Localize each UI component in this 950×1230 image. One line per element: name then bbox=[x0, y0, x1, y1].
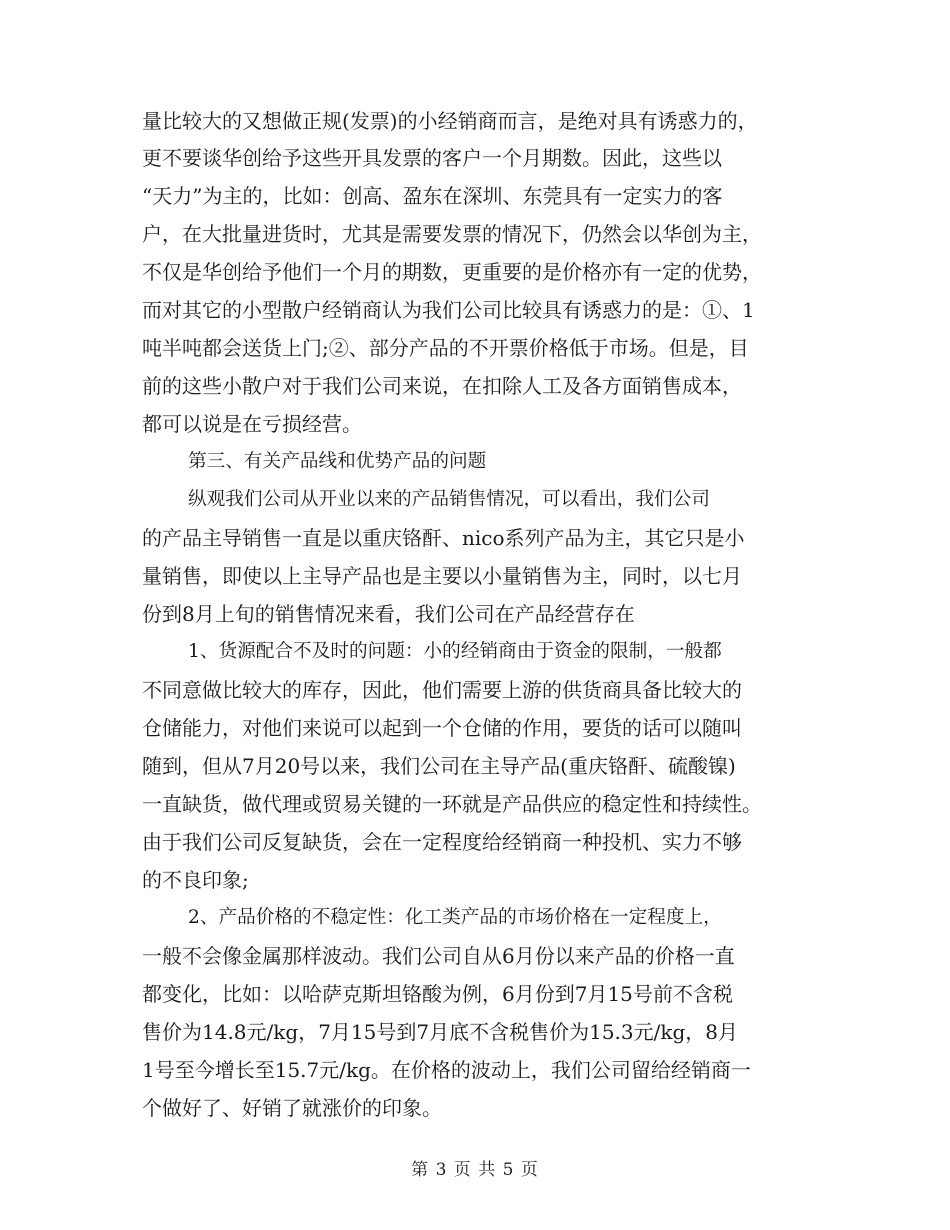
text-line: 一直缺货，做代理或贸易关键的一环就是产品供应的稳定性和持续性。 bbox=[142, 792, 762, 816]
text-line: 一般不会像金属那样波动。我们公司自从6月份以来产品的价格一直 bbox=[142, 944, 735, 968]
text-line: 不同意做比较大的库存，因此，他们需要上游的供货商具备比较大的 bbox=[142, 678, 742, 702]
text-line: 纵观我们公司从开业以来的产品销售情况，可以看出，我们公司 bbox=[188, 489, 710, 510]
text-line: 不仅是华创给予他们一个月的期数，更重要的是价格亦有一定的优势， bbox=[142, 260, 762, 284]
text-line: 2、产品价格的不稳定性：化工类产品的市场价格在一定程度上， bbox=[188, 907, 722, 928]
text-line: 量比较大的又想做正规(发票)的小经销商而言，是绝对具有诱惑力的， bbox=[142, 109, 758, 133]
text-line: “天力”为主的，比如：创高、盈东在深圳、东莞具有一定实力的客 bbox=[142, 184, 723, 208]
text-line: 售价为14.8元/kg，7月15号到7月底不含税售价为15.3元/kg，8月 bbox=[142, 1020, 739, 1044]
text-line: 份到8月上旬的销售情况来看，我们公司在产品经营存在 bbox=[142, 602, 635, 626]
text-line: 个做好了、好销了就涨价的印象。 bbox=[142, 1096, 442, 1120]
text-line: 由于我们公司反复缺货，会在一定程度给经销商一种投机、实力不够 bbox=[142, 830, 742, 854]
text-line: 吨半吨都会送货上门;②、部分产品的不开票价格低于市场。但是，目 bbox=[142, 336, 749, 360]
text-line: 前的这些小散户对于我们公司来说，在扣除人工及各方面销售成本， bbox=[142, 374, 742, 398]
page-number: 第 3 页 共 5 页 bbox=[411, 1160, 539, 1180]
text-line: 而对其它的小型散户经销商认为我们公司比较具有诱惑力的是：①、1 bbox=[142, 298, 755, 322]
text-line: 都可以说是在亏损经营。 bbox=[142, 412, 362, 436]
text-line: 1号至今增长至15.7元/kg。在价格的波动上，我们公司留给经销商一 bbox=[142, 1058, 751, 1082]
text-line: 仓储能力，对他们来说可以起到一个仓储的作用，要货的话可以随叫 bbox=[142, 716, 742, 740]
section-heading: 第三、有关产品线和优势产品的问题 bbox=[188, 451, 487, 472]
text-line: 更不要谈华创给予这些开具发票的客户一个月期数。因此，这些以 bbox=[142, 146, 722, 170]
text-line: 户，在大批量进货时，尤其是需要发票的情况下，仍然会以华创为主， bbox=[142, 222, 762, 246]
text-line: 1、货源配合不及时的问题：小的经销商由于资金的限制，一般都 bbox=[188, 641, 722, 662]
text-line: 都变化，比如：以哈萨克斯坦铬酸为例，6月份到7月15号前不含税 bbox=[142, 982, 733, 1006]
text-line: 随到，但从7月20号以来，我们公司在主导产品(重庆铬酐、硫酸镍) bbox=[142, 754, 736, 778]
text-line: 的产品主导销售一直是以重庆铬酐、nico系列产品为主，其它只是小 bbox=[142, 526, 745, 550]
text-line: 的不良印象; bbox=[142, 868, 249, 892]
text-line: 量销售，即使以上主导产品也是主要以小量销售为主，同时，以七月 bbox=[142, 564, 742, 588]
